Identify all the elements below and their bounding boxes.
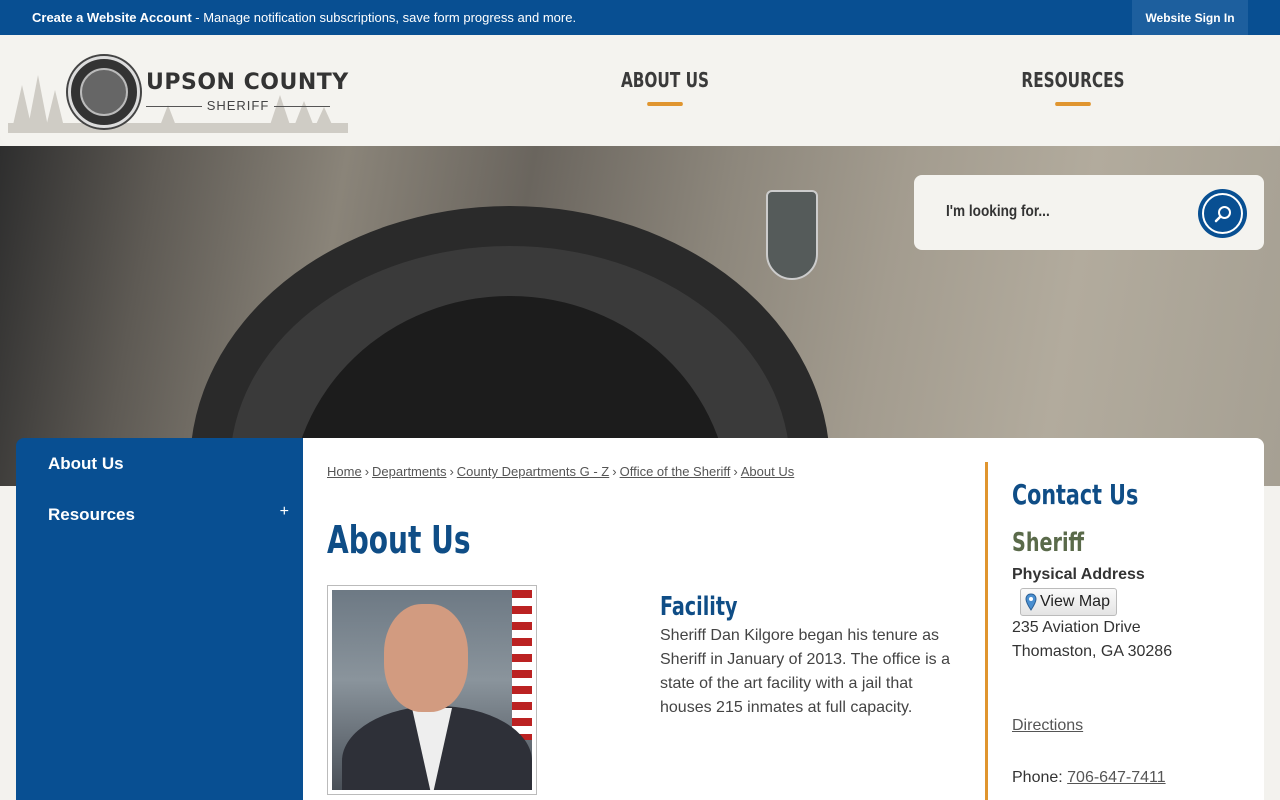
nav-underline bbox=[1055, 102, 1091, 106]
sign-in-button[interactable]: Website Sign In bbox=[1132, 0, 1248, 35]
breadcrumb-home[interactable]: Home bbox=[327, 464, 362, 479]
breadcrumb bbox=[327, 464, 794, 479]
phone bbox=[1012, 769, 1166, 787]
breadcrumb-departments[interactable]: Departments bbox=[372, 464, 447, 479]
search-icon bbox=[1213, 204, 1233, 224]
sidebar-item-about-us[interactable]: About Us bbox=[48, 454, 124, 473]
page-title: About Us bbox=[327, 518, 471, 562]
phone-link[interactable]: 706-647-7411 bbox=[1067, 769, 1166, 786]
facility-text: Sheriff Dan Kilgore began his tenure as Sheriff in January of 2013. The office is a state of the art facility with a jail that houses 215 inmates at full capacity. bbox=[660, 627, 950, 716]
side-nav bbox=[16, 438, 303, 800]
view-map-label: View Map bbox=[1040, 593, 1110, 610]
phone-label: Phone: bbox=[1012, 769, 1068, 786]
nav-underline bbox=[647, 102, 683, 106]
nav-about-us-label: ABOUT US bbox=[620, 68, 710, 92]
main-content bbox=[303, 438, 1264, 800]
nav-about-us[interactable] bbox=[614, 68, 716, 106]
expand-icon[interactable]: + bbox=[279, 503, 289, 520]
breadcrumb-separator: › bbox=[364, 464, 370, 479]
view-map-button[interactable] bbox=[1020, 588, 1117, 616]
account-message bbox=[32, 10, 576, 25]
nav-resources-label: RESOURCES bbox=[1021, 68, 1125, 92]
breadcrumb-about-us[interactable]: About Us bbox=[740, 464, 795, 479]
map-pin-icon bbox=[1025, 593, 1037, 611]
breadcrumb-separator: › bbox=[612, 464, 617, 479]
address-line-1: 235 Aviation Drive bbox=[1012, 619, 1141, 636]
address bbox=[1012, 616, 1172, 664]
department-name: Sheriff bbox=[1012, 528, 1085, 558]
search-box bbox=[914, 175, 1264, 250]
sidebar-item-resources[interactable]: Resources bbox=[48, 505, 135, 524]
top-bar bbox=[0, 0, 1280, 35]
logo-subtitle: SHERIFF bbox=[146, 98, 330, 113]
search-input[interactable]: I'm looking for... bbox=[946, 203, 1050, 220]
breadcrumb-county-departments[interactable]: County Departments G - Z bbox=[456, 464, 610, 479]
search-button[interactable] bbox=[1198, 189, 1247, 238]
nav-resources[interactable] bbox=[1014, 68, 1133, 106]
directions-link[interactable]: Directions bbox=[1012, 717, 1084, 734]
address-line-2: Thomaston, GA 30286 bbox=[1012, 643, 1173, 660]
address-label: Physical Address bbox=[1012, 566, 1145, 583]
contact-heading: Contact Us bbox=[1012, 478, 1139, 511]
breadcrumb-office-of-sheriff[interactable]: Office of the Sheriff bbox=[619, 464, 731, 479]
contact-divider bbox=[985, 462, 988, 800]
door-badge bbox=[766, 190, 818, 280]
breadcrumb-separator: › bbox=[733, 464, 738, 479]
create-account-link[interactable]: Create a Website Account bbox=[32, 10, 192, 25]
facility-heading: Facility bbox=[660, 592, 738, 622]
site-header bbox=[0, 35, 1280, 146]
breadcrumb-separator: › bbox=[449, 464, 454, 479]
sheriff-seal-logo[interactable] bbox=[68, 56, 140, 128]
account-message-text: - Manage notification subscriptions, save form progress and more. bbox=[191, 10, 577, 25]
logo-title[interactable]: UPSON COUNTY bbox=[146, 70, 349, 95]
sheriff-photo bbox=[327, 585, 537, 795]
